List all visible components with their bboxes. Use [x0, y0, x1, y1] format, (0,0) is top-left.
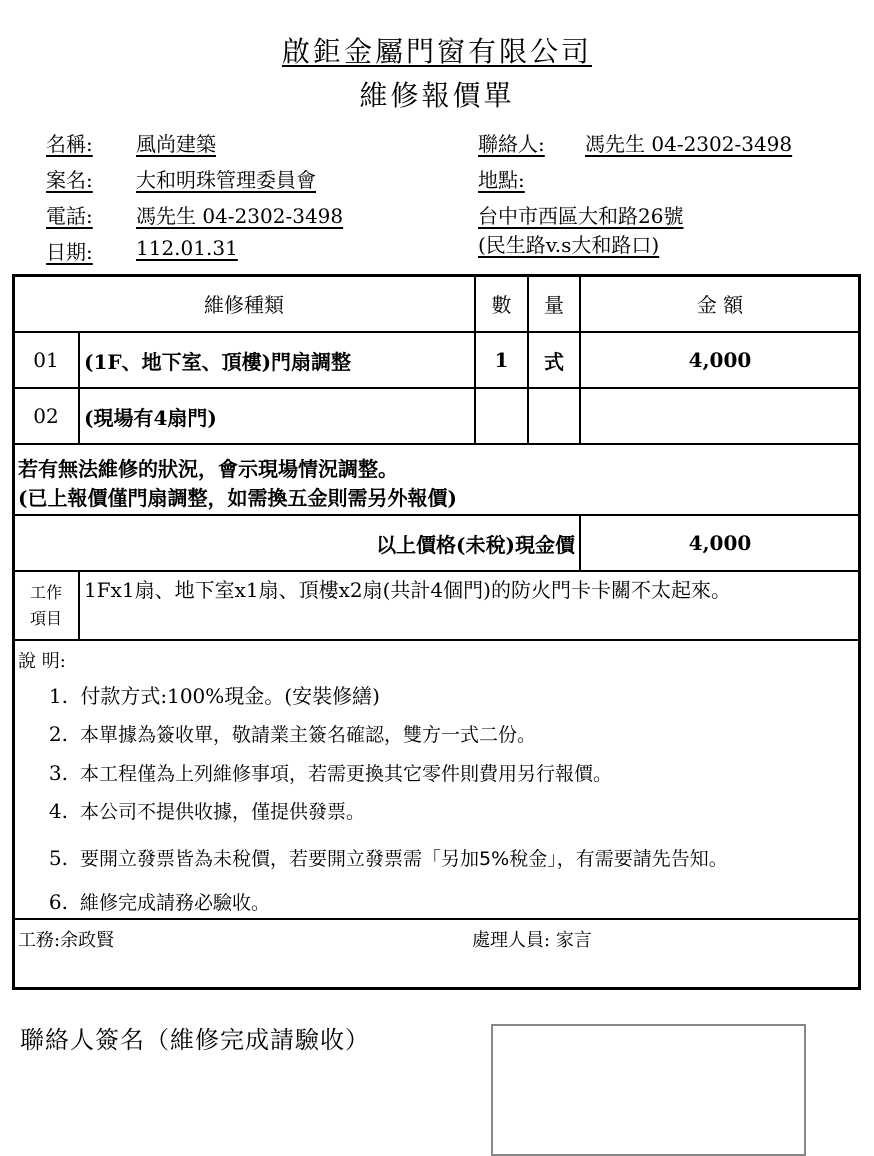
note-2: 2. 本單據為簽收單，敬請業主簽名確認，雙方一式二份。 [48, 722, 537, 746]
phone-value: 馮先生 04-2302-3498 [136, 204, 344, 228]
phone-label: 電話: [46, 204, 93, 228]
row-1-no: 01 [33, 348, 59, 372]
row-1-qty: 1 [494, 348, 509, 372]
handler-field [472, 926, 592, 952]
location-line2: (民生路v.s大和路口) [478, 233, 660, 257]
work-text: 1Fx1扇、地下室x1扇、頂樓x2扇(共計4個門)的防火門卡卡關不太起來。 [84, 578, 731, 602]
note-4: 4. 本公司不提供收據，僅提供發票。 [48, 799, 366, 823]
contact-label: 聯絡人: [478, 132, 545, 156]
case-label: 案名: [46, 168, 93, 192]
location-line1: 台中市西區大和路26號 [478, 204, 684, 228]
total-label: 以上價格(未稅)現金價 [376, 532, 575, 557]
work-label-line-1: 工作 [29, 583, 62, 602]
work-label [14, 580, 78, 632]
header-type: 維修種類 [204, 293, 284, 317]
header-amount: 金 額 [696, 293, 744, 317]
row-2-desc: (現場有4扇門) [84, 405, 217, 430]
note-1: 1. 付款方式:100%現金。(安裝修繕) [48, 684, 380, 708]
document-title: 維修報價單 [359, 79, 515, 112]
work-label-line-2: 項目 [29, 609, 62, 628]
name-value: 風尚建築 [136, 132, 216, 156]
signature-box[interactable] [491, 1024, 806, 1156]
row-2-no: 02 [33, 404, 59, 428]
note-3: 3. 本工程僅為上列維修事項，若需更換其它零件則費用另行報價。 [48, 761, 613, 785]
note-5: 5. 要開立發票皆為未稅價，若要開立發票需「另加5%稅金」，有需要請先告知。 [48, 846, 728, 870]
row-1-amount: 4,000 [688, 348, 752, 372]
handler-value: 家言 [555, 930, 592, 951]
engineer-field [18, 926, 114, 952]
name-field [46, 128, 216, 157]
engineer-value: 余政賢 [60, 930, 115, 951]
notice-line-2: (已上報價僅門扇調整，如需換五金則需另外報價) [18, 486, 457, 510]
company-name: 啟鉅金屬門窗有限公司 [281, 35, 592, 68]
contact-field [478, 128, 793, 157]
case-value: 大和明珠管理委員會 [136, 168, 316, 192]
total-value: 4,000 [688, 531, 752, 555]
handler-label: 處理人員: [472, 930, 551, 951]
signature-label: 聯絡人簽名（維修完成請驗收） [20, 1026, 370, 1054]
date-field [46, 236, 238, 265]
explain-label: 說 明: [18, 651, 66, 672]
location-label: 地點: [478, 168, 525, 192]
date-value: 112.01.31 [136, 236, 238, 260]
contact-value: 馮先生 04-2302-3498 [585, 132, 793, 156]
header-unit: 量 [544, 293, 564, 317]
date-label: 日期: [46, 240, 93, 264]
name-label: 名稱: [46, 132, 93, 156]
engineer-label: 工務: [18, 930, 61, 951]
header-qty: 數 [491, 293, 512, 317]
case-field [46, 164, 316, 193]
row-1-unit: 式 [544, 349, 564, 374]
phone-field [46, 200, 344, 229]
note-6: 6. 維修完成請務必驗收。 [48, 890, 271, 914]
row-1-desc: (1F、地下室、頂樓)門扇調整 [84, 349, 352, 374]
notice-line-1: 若有無法維修的狀況，會示現場情況調整。 [18, 457, 398, 481]
